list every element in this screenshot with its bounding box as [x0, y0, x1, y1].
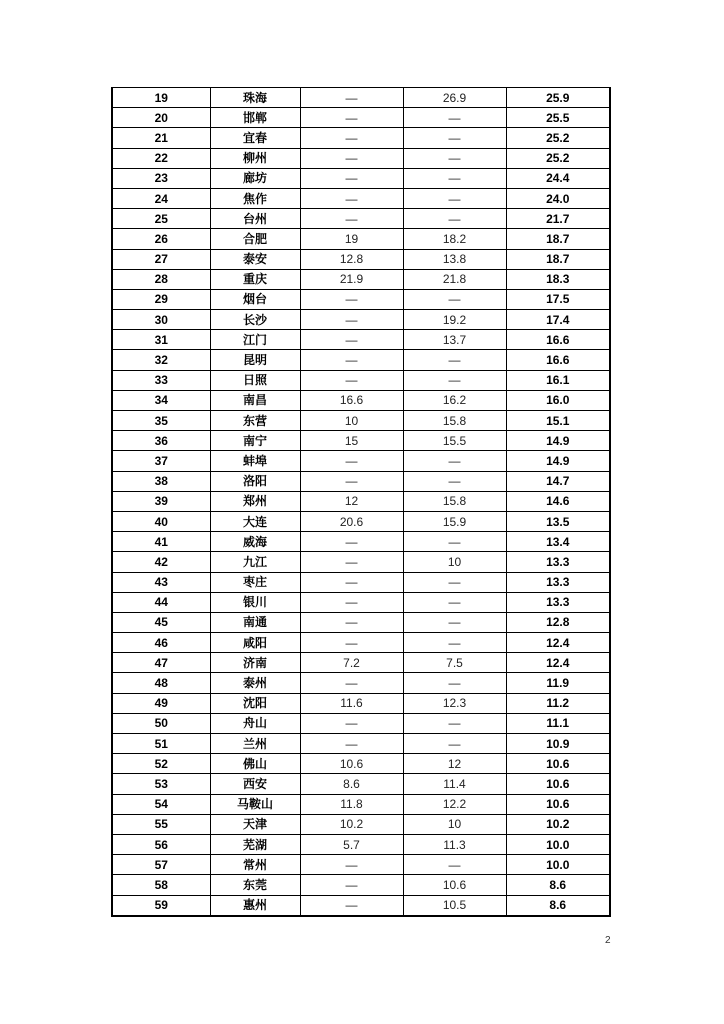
- city-cell: 九江: [210, 552, 300, 572]
- value-1-cell: —: [300, 350, 403, 370]
- city-cell: 银川: [210, 592, 300, 612]
- rank-cell: 48: [112, 673, 210, 693]
- table-row: [112, 713, 610, 733]
- value-3-cell: 25.9: [506, 88, 610, 108]
- value-2-cell: 15.5: [403, 431, 506, 451]
- value-2-cell: —: [403, 713, 506, 733]
- city-cell: 廊坊: [210, 168, 300, 188]
- value-2-cell: —: [403, 471, 506, 491]
- rank-cell: 55: [112, 814, 210, 834]
- value-1-cell: —: [300, 895, 403, 916]
- value-1-cell: —: [300, 168, 403, 188]
- city-cell: 蚌埠: [210, 451, 300, 471]
- value-2-cell: —: [403, 370, 506, 390]
- value-2-cell: 13.7: [403, 330, 506, 350]
- city-cell: 泰安: [210, 249, 300, 269]
- value-2-cell: 26.9: [403, 88, 506, 108]
- value-1-cell: 11.8: [300, 794, 403, 814]
- city-cell: 烟台: [210, 289, 300, 309]
- table-row: [112, 431, 610, 451]
- value-2-cell: 15.9: [403, 511, 506, 531]
- value-1-cell: —: [300, 673, 403, 693]
- value-1-cell: —: [300, 209, 403, 229]
- value-1-cell: —: [300, 592, 403, 612]
- table-row: [112, 168, 610, 188]
- value-2-cell: 19.2: [403, 310, 506, 330]
- value-3-cell: 21.7: [506, 209, 610, 229]
- table-row: [112, 855, 610, 875]
- value-3-cell: 24.0: [506, 188, 610, 208]
- value-1-cell: 21.9: [300, 269, 403, 289]
- value-2-cell: —: [403, 855, 506, 875]
- city-cell: 泰州: [210, 673, 300, 693]
- rank-cell: 56: [112, 834, 210, 854]
- rank-cell: 31: [112, 330, 210, 350]
- value-1-cell: —: [300, 370, 403, 390]
- city-cell: 洛阳: [210, 471, 300, 491]
- value-3-cell: 25.2: [506, 128, 610, 148]
- rank-cell: 38: [112, 471, 210, 491]
- value-1-cell: 10: [300, 411, 403, 431]
- value-2-cell: —: [403, 350, 506, 370]
- value-2-cell: —: [403, 673, 506, 693]
- value-1-cell: 12.8: [300, 249, 403, 269]
- rank-cell: 58: [112, 875, 210, 895]
- rank-cell: 40: [112, 511, 210, 531]
- table-row: [112, 289, 610, 309]
- value-1-cell: —: [300, 330, 403, 350]
- value-3-cell: 10.9: [506, 734, 610, 754]
- value-3-cell: 8.6: [506, 895, 610, 916]
- city-cell: 沈阳: [210, 693, 300, 713]
- value-1-cell: 16.6: [300, 390, 403, 410]
- table-row: [112, 592, 610, 612]
- city-cell: 郑州: [210, 491, 300, 511]
- value-3-cell: 14.9: [506, 431, 610, 451]
- value-2-cell: —: [403, 128, 506, 148]
- value-2-cell: —: [403, 108, 506, 128]
- value-2-cell: —: [403, 612, 506, 632]
- value-1-cell: —: [300, 875, 403, 895]
- value-2-cell: —: [403, 168, 506, 188]
- value-3-cell: 16.0: [506, 390, 610, 410]
- rank-cell: 33: [112, 370, 210, 390]
- value-1-cell: 8.6: [300, 774, 403, 794]
- rank-cell: 23: [112, 168, 210, 188]
- value-1-cell: —: [300, 855, 403, 875]
- value-2-cell: —: [403, 592, 506, 612]
- rank-cell: 54: [112, 794, 210, 814]
- table-row: [112, 814, 610, 834]
- city-cell: 南通: [210, 612, 300, 632]
- value-3-cell: 13.3: [506, 592, 610, 612]
- value-3-cell: 25.5: [506, 108, 610, 128]
- table-row: [112, 693, 610, 713]
- table-row: [112, 834, 610, 854]
- rank-cell: 53: [112, 774, 210, 794]
- rank-cell: 37: [112, 451, 210, 471]
- value-1-cell: —: [300, 633, 403, 653]
- rank-cell: 21: [112, 128, 210, 148]
- city-cell: 东莞: [210, 875, 300, 895]
- value-1-cell: —: [300, 572, 403, 592]
- table-row: [112, 350, 610, 370]
- table-row: [112, 209, 610, 229]
- city-cell: 咸阳: [210, 633, 300, 653]
- table-row: [112, 269, 610, 289]
- value-3-cell: 18.7: [506, 229, 610, 249]
- rank-cell: 59: [112, 895, 210, 916]
- value-1-cell: 10.2: [300, 814, 403, 834]
- city-cell: 济南: [210, 653, 300, 673]
- value-2-cell: —: [403, 532, 506, 552]
- rank-cell: 42: [112, 552, 210, 572]
- city-cell: 合肥: [210, 229, 300, 249]
- table-row: [112, 734, 610, 754]
- rank-cell: 27: [112, 249, 210, 269]
- value-1-cell: —: [300, 734, 403, 754]
- table-row: [112, 774, 610, 794]
- value-1-cell: 12: [300, 491, 403, 511]
- value-2-cell: 10: [403, 814, 506, 834]
- table-row: [112, 511, 610, 531]
- table-row: [112, 148, 610, 168]
- rank-cell: 36: [112, 431, 210, 451]
- value-1-cell: —: [300, 108, 403, 128]
- rank-cell: 34: [112, 390, 210, 410]
- value-3-cell: 14.6: [506, 491, 610, 511]
- value-3-cell: 10.6: [506, 794, 610, 814]
- value-2-cell: 11.4: [403, 774, 506, 794]
- table-row: [112, 673, 610, 693]
- value-3-cell: 10.6: [506, 754, 610, 774]
- value-1-cell: —: [300, 713, 403, 733]
- value-3-cell: 16.1: [506, 370, 610, 390]
- rank-cell: 24: [112, 188, 210, 208]
- value-2-cell: —: [403, 188, 506, 208]
- table-row: [112, 754, 610, 774]
- city-cell: 重庆: [210, 269, 300, 289]
- rank-cell: 26: [112, 229, 210, 249]
- value-1-cell: 7.2: [300, 653, 403, 673]
- city-cell: 马鞍山: [210, 794, 300, 814]
- city-cell: 兰州: [210, 734, 300, 754]
- rank-cell: 28: [112, 269, 210, 289]
- city-cell: 昆明: [210, 350, 300, 370]
- table-row: [112, 188, 610, 208]
- city-cell: 南昌: [210, 390, 300, 410]
- value-3-cell: 11.2: [506, 693, 610, 713]
- table-row: [112, 411, 610, 431]
- value-1-cell: —: [300, 612, 403, 632]
- value-2-cell: 7.5: [403, 653, 506, 673]
- rank-cell: 44: [112, 592, 210, 612]
- value-2-cell: —: [403, 148, 506, 168]
- table-row: [112, 491, 610, 511]
- value-2-cell: 15.8: [403, 411, 506, 431]
- table-row: [112, 794, 610, 814]
- value-3-cell: 11.9: [506, 673, 610, 693]
- table-row: [112, 612, 610, 632]
- value-3-cell: 18.7: [506, 249, 610, 269]
- table-row: [112, 653, 610, 673]
- city-cell: 东营: [210, 411, 300, 431]
- value-3-cell: 17.5: [506, 289, 610, 309]
- city-cell: 惠州: [210, 895, 300, 916]
- value-3-cell: 10.0: [506, 834, 610, 854]
- city-cell: 西安: [210, 774, 300, 794]
- value-2-cell: 11.3: [403, 834, 506, 854]
- value-3-cell: 13.3: [506, 552, 610, 572]
- value-3-cell: 8.6: [506, 875, 610, 895]
- value-1-cell: 5.7: [300, 834, 403, 854]
- rank-cell: 35: [112, 411, 210, 431]
- value-2-cell: 18.2: [403, 229, 506, 249]
- value-3-cell: 13.5: [506, 511, 610, 531]
- rank-cell: 25: [112, 209, 210, 229]
- table-row: [112, 310, 610, 330]
- value-2-cell: —: [403, 572, 506, 592]
- value-1-cell: —: [300, 289, 403, 309]
- rank-cell: 51: [112, 734, 210, 754]
- value-3-cell: 13.4: [506, 532, 610, 552]
- city-cell: 枣庄: [210, 572, 300, 592]
- city-cell: 焦作: [210, 188, 300, 208]
- table-row: [112, 875, 610, 895]
- value-1-cell: 20.6: [300, 511, 403, 531]
- value-2-cell: —: [403, 734, 506, 754]
- value-2-cell: 10: [403, 552, 506, 572]
- city-cell: 舟山: [210, 713, 300, 733]
- table-row: [112, 471, 610, 491]
- table-row: [112, 633, 610, 653]
- city-cell: 柳州: [210, 148, 300, 168]
- rank-cell: 57: [112, 855, 210, 875]
- value-3-cell: 14.7: [506, 471, 610, 491]
- city-cell: 邯郸: [210, 108, 300, 128]
- value-2-cell: 12: [403, 754, 506, 774]
- value-3-cell: 15.1: [506, 411, 610, 431]
- value-2-cell: 21.8: [403, 269, 506, 289]
- value-1-cell: —: [300, 471, 403, 491]
- value-3-cell: 13.3: [506, 572, 610, 592]
- ranking-table: [111, 87, 611, 917]
- value-3-cell: 10.6: [506, 774, 610, 794]
- page-number: 2: [605, 935, 611, 946]
- value-1-cell: —: [300, 532, 403, 552]
- city-cell: 珠海: [210, 88, 300, 108]
- value-1-cell: 11.6: [300, 693, 403, 713]
- rank-cell: 52: [112, 754, 210, 774]
- value-1-cell: —: [300, 552, 403, 572]
- table-row: [112, 128, 610, 148]
- table-row: [112, 390, 610, 410]
- table-row: [112, 451, 610, 471]
- table-row: [112, 330, 610, 350]
- city-cell: 台州: [210, 209, 300, 229]
- value-3-cell: 14.9: [506, 451, 610, 471]
- table-row: [112, 370, 610, 390]
- value-2-cell: 15.8: [403, 491, 506, 511]
- rank-cell: 30: [112, 310, 210, 330]
- city-cell: 南宁: [210, 431, 300, 451]
- rank-cell: 19: [112, 88, 210, 108]
- city-cell: 芜湖: [210, 834, 300, 854]
- table-row: [112, 249, 610, 269]
- value-1-cell: —: [300, 451, 403, 471]
- table-row: [112, 552, 610, 572]
- ranking-table-body: [112, 88, 610, 916]
- rank-cell: 50: [112, 713, 210, 733]
- rank-cell: 45: [112, 612, 210, 632]
- value-2-cell: —: [403, 633, 506, 653]
- rank-cell: 39: [112, 491, 210, 511]
- value-3-cell: 11.1: [506, 713, 610, 733]
- table-row: [112, 532, 610, 552]
- value-2-cell: 10.6: [403, 875, 506, 895]
- value-2-cell: 16.2: [403, 390, 506, 410]
- rank-cell: 32: [112, 350, 210, 370]
- rank-cell: 22: [112, 148, 210, 168]
- rank-cell: 47: [112, 653, 210, 673]
- value-3-cell: 17.4: [506, 310, 610, 330]
- value-2-cell: 12.3: [403, 693, 506, 713]
- value-2-cell: —: [403, 209, 506, 229]
- value-3-cell: 18.3: [506, 269, 610, 289]
- city-cell: 威海: [210, 532, 300, 552]
- value-1-cell: —: [300, 128, 403, 148]
- rank-cell: 49: [112, 693, 210, 713]
- city-cell: 常州: [210, 855, 300, 875]
- value-1-cell: 10.6: [300, 754, 403, 774]
- value-3-cell: 25.2: [506, 148, 610, 168]
- value-3-cell: 12.4: [506, 653, 610, 673]
- value-1-cell: —: [300, 188, 403, 208]
- table-row: [112, 572, 610, 592]
- city-cell: 江门: [210, 330, 300, 350]
- city-cell: 长沙: [210, 310, 300, 330]
- table-row: [112, 88, 610, 108]
- value-3-cell: 10.0: [506, 855, 610, 875]
- value-3-cell: 16.6: [506, 330, 610, 350]
- value-1-cell: —: [300, 148, 403, 168]
- table-row: [112, 895, 610, 916]
- value-3-cell: 16.6: [506, 350, 610, 370]
- rank-cell: 29: [112, 289, 210, 309]
- value-2-cell: —: [403, 289, 506, 309]
- city-cell: 佛山: [210, 754, 300, 774]
- value-2-cell: 10.5: [403, 895, 506, 916]
- value-1-cell: —: [300, 88, 403, 108]
- value-3-cell: 12.4: [506, 633, 610, 653]
- value-3-cell: 10.2: [506, 814, 610, 834]
- rank-cell: 20: [112, 108, 210, 128]
- rank-cell: 46: [112, 633, 210, 653]
- city-cell: 宜春: [210, 128, 300, 148]
- city-cell: 大连: [210, 511, 300, 531]
- value-3-cell: 24.4: [506, 168, 610, 188]
- value-1-cell: —: [300, 310, 403, 330]
- table-row: [112, 108, 610, 128]
- rank-cell: 41: [112, 532, 210, 552]
- value-1-cell: 19: [300, 229, 403, 249]
- table-row: [112, 229, 610, 249]
- value-3-cell: 12.8: [506, 612, 610, 632]
- value-1-cell: 15: [300, 431, 403, 451]
- value-2-cell: 13.8: [403, 249, 506, 269]
- city-cell: 天津: [210, 814, 300, 834]
- value-2-cell: —: [403, 451, 506, 471]
- rank-cell: 43: [112, 572, 210, 592]
- city-cell: 日照: [210, 370, 300, 390]
- value-2-cell: 12.2: [403, 794, 506, 814]
